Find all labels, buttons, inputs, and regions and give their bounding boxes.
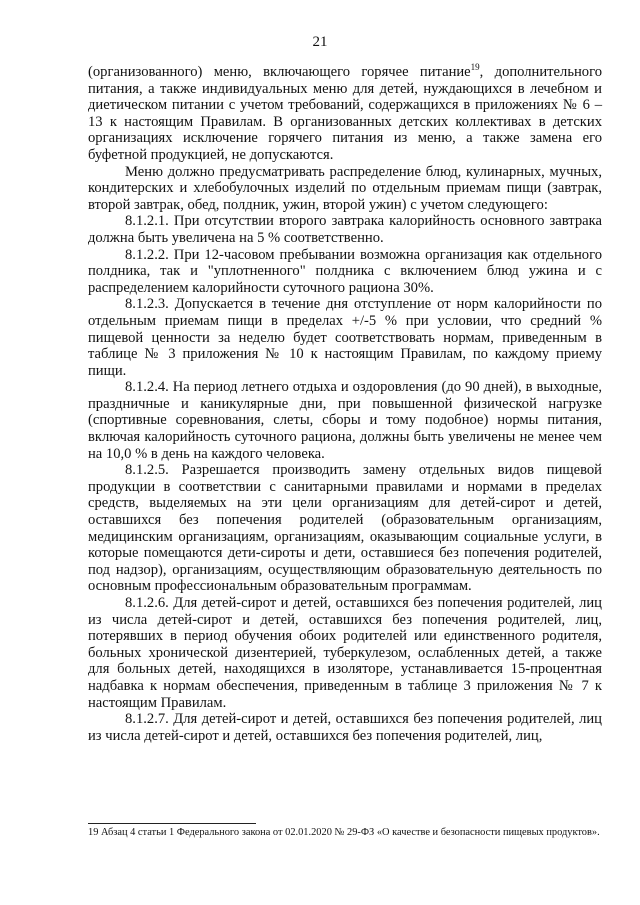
paragraph-text: (организованного) меню, включающего горячее питание — [88, 64, 471, 80]
clause-8-1-2-5: 8.1.2.5. Разрешается производить замену отдельных видов пищевой продукции в соответствии с санитарными правилами и нормами в пределах средств, выделяемых на эти цели организациям для детей-сирот и детей, оставшихся без попечения родителей (образовательным организациям, медицинским организациям, организациям, оказывающим социальные услуги, в которые помещаются дети-сироты и дети, оставшиеся без попечения родителей, под надзор), организациям, осуществляющим образовательную деятельность по основным профессиональным образовательным программам. — [88, 462, 602, 595]
paragraph-continuation — [88, 64, 602, 164]
footnote-reference: 19 — [470, 62, 480, 72]
main-text — [88, 64, 602, 744]
paragraph-menu-distribution: Меню должно предусматривать распределение блюд, кулинарных, мучных, кондитерских и хлебобулочных изделий по отдельным приемам пищи (завтрак, второй завтрак, обед, полдник, ужин, второй ужин) с учетом следующего: — [88, 163, 602, 213]
footnote-divider — [88, 823, 256, 824]
clause-8-1-2-6: 8.1.2.6. Для детей-сирот и детей, оставшихся без попечения родителей, лиц из числа детей-сирот и детей, оставшихся без попечения родителей, лиц, потерявших в период обучения обоих родителей или единственного родителя, больных хронической дизентерией, туберкулезом, ослабленных детей, а также для больных детей, находящихся в изоляторе, устанавливается 15-процентная надбавка к нормам обеспечения, приведенным в таблице 3 приложения № 7 к настоящим Правилам. — [88, 595, 602, 711]
clause-8-1-2-1: 8.1.2.1. При отсутствии второго завтрака калорийность основного завтрака должна быть увеличена на 5 % соответственно. — [88, 213, 602, 246]
clause-8-1-2-2: 8.1.2.2. При 12-часовом пребывании возможна организация как отдельного полдника, так и "уплотненного" полдника с включением блюд ужина и с распределением калорийности суточного рациона 30%. — [88, 246, 602, 296]
clause-8-1-2-7: 8.1.2.7. Для детей-сирот и детей, оставшихся без попечения родителей, лиц из числа детей-сирот и детей, оставшихся без попечения родителей, лиц, — [88, 711, 602, 744]
page-number: 21 — [312, 34, 328, 50]
clause-8-1-2-3: 8.1.2.3. Допускается в течение дня отступление от норм калорийности по отдельным приемам пищи в пределах +/-5 % при условии, что средний % пищевой ценности за неделю будет соответствовать нормам, приведенным в таблице № 3 приложения № 10 к настоящим Правилам, по каждому приему пищи. — [88, 296, 602, 379]
footnote: 19 Абзац 4 статьи 1 Федерального закона от 02.01.2020 № 29-ФЗ «О качестве и безопасности пищевых продуктов». — [88, 827, 600, 838]
clause-8-1-2-4: 8.1.2.4. На период летнего отдыха и оздоровления (до 90 дней), в выходные, праздничные и каникулярные дни, при повышенной физической нагрузке (спортивные соревнования, слеты, сборы и тому подобное) нормы питания, включая калорийность суточного рациона, должны быть увеличены не менее чем на 10,0 % в день на каждого человека. — [88, 379, 602, 462]
paragraph-text: , дополнительного питания, а также индивидуальных меню для детей, нуждающихся в лечебном и диетическом питании с учетом требований, содержащихся в приложениях № 6 – 13 к настоящим Правилам. В организованных детских коллективах в детских организациях исключение горячего питания из меню, а также замена его буфетной продукцией, не допускаются. — [88, 64, 602, 163]
